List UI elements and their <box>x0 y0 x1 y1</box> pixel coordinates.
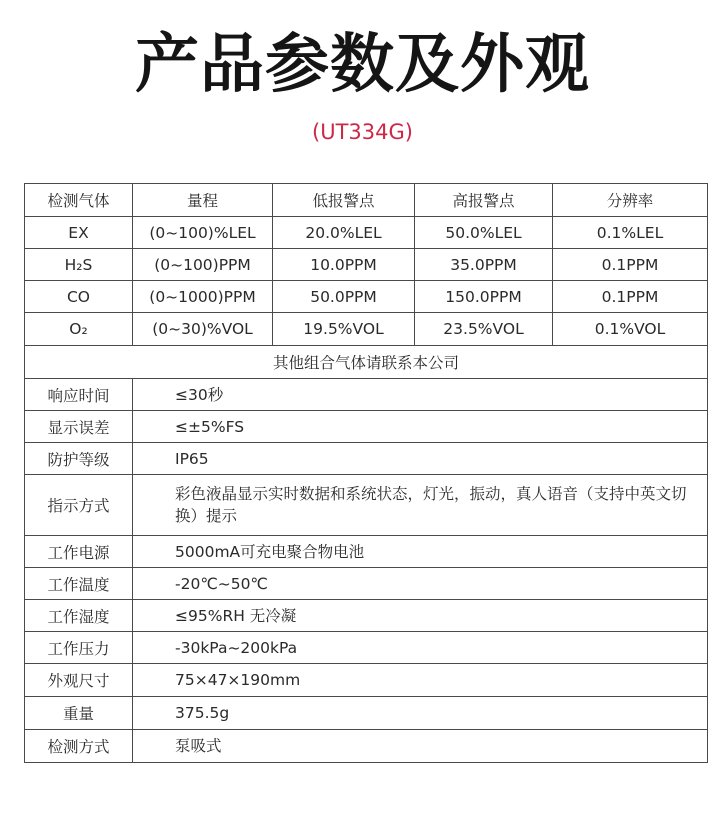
spec-row <box>25 568 708 600</box>
resolution-cell: 0.1%LEL <box>553 217 708 249</box>
spec-label: 防护等级 <box>25 443 133 475</box>
spec-row <box>25 475 708 536</box>
spec-row <box>25 730 708 763</box>
gas-name-cell: EX <box>25 217 133 249</box>
gas-name-cell: CO <box>25 281 133 313</box>
spec-table <box>24 183 708 763</box>
spec-label: 工作压力 <box>25 632 133 664</box>
spec-label: 重量 <box>25 697 133 730</box>
low-alarm-cell: 19.5%VOL <box>273 313 415 346</box>
spec-value: ≤95%RH 无冷凝 <box>133 600 708 632</box>
low-alarm-cell: 50.0PPM <box>273 281 415 313</box>
model-subtitle: (UT334G) <box>312 120 413 144</box>
spec-value: 375.5g <box>133 697 708 730</box>
spec-label: 工作温度 <box>25 568 133 600</box>
spec-row <box>25 379 708 411</box>
spec-label: 工作电源 <box>25 536 133 568</box>
page-title: 产品参数及外观 <box>135 28 590 102</box>
resolution-cell: 0.1%VOL <box>553 313 708 346</box>
spec-label: 响应时间 <box>25 379 133 411</box>
header-cell-gas: 检测气体 <box>25 184 133 217</box>
high-alarm-cell: 150.0PPM <box>415 281 553 313</box>
header-cell-low-alarm: 低报警点 <box>273 184 415 217</box>
spec-row <box>25 600 708 632</box>
table-row <box>25 249 708 281</box>
spec-label: 指示方式 <box>25 475 133 536</box>
range-cell: (0~30)%VOL <box>133 313 273 346</box>
spec-row <box>25 443 708 475</box>
low-alarm-cell: 20.0%LEL <box>273 217 415 249</box>
spec-value: 彩色液晶显示实时数据和系统状态，灯光，振动，真人语音（支持中英文切换）提示 <box>133 475 708 536</box>
table-row <box>25 313 708 346</box>
low-alarm-cell: 10.0PPM <box>273 249 415 281</box>
table-header-row <box>25 184 708 217</box>
spec-value: 75×47×190mm <box>133 664 708 697</box>
high-alarm-cell: 23.5%VOL <box>415 313 553 346</box>
gas-name-cell: O₂ <box>25 313 133 346</box>
header-cell-high-alarm: 高报警点 <box>415 184 553 217</box>
spec-value: -30kPa~200kPa <box>133 632 708 664</box>
spec-value: IP65 <box>133 443 708 475</box>
range-cell: (0~1000)PPM <box>133 281 273 313</box>
high-alarm-cell: 50.0%LEL <box>415 217 553 249</box>
spec-value: 5000mA可充电聚合物电池 <box>133 536 708 568</box>
spec-value: ≤±5%FS <box>133 411 708 443</box>
spec-label: 外观尺寸 <box>25 664 133 697</box>
table-row <box>25 281 708 313</box>
table-row <box>25 217 708 249</box>
range-cell: (0~100)PPM <box>133 249 273 281</box>
spec-row <box>25 664 708 697</box>
spec-value: ≤30秒 <box>133 379 708 411</box>
spec-label: 检测方式 <box>25 730 133 763</box>
spec-row <box>25 411 708 443</box>
spec-row <box>25 697 708 730</box>
spec-value: 泵吸式 <box>133 730 708 763</box>
gas-name-cell: H₂S <box>25 249 133 281</box>
spec-row <box>25 632 708 664</box>
spec-value: -20℃~50℃ <box>133 568 708 600</box>
table-note-row <box>25 346 708 379</box>
header-cell-resolution: 分辨率 <box>553 184 708 217</box>
resolution-cell: 0.1PPM <box>553 249 708 281</box>
spec-label: 工作湿度 <box>25 600 133 632</box>
resolution-cell: 0.1PPM <box>553 281 708 313</box>
spec-row <box>25 536 708 568</box>
other-gases-note: 其他组合气体请联系本公司 <box>25 346 708 379</box>
high-alarm-cell: 35.0PPM <box>415 249 553 281</box>
header-cell-range: 量程 <box>133 184 273 217</box>
range-cell: (0~100)%LEL <box>133 217 273 249</box>
spec-label: 显示误差 <box>25 411 133 443</box>
